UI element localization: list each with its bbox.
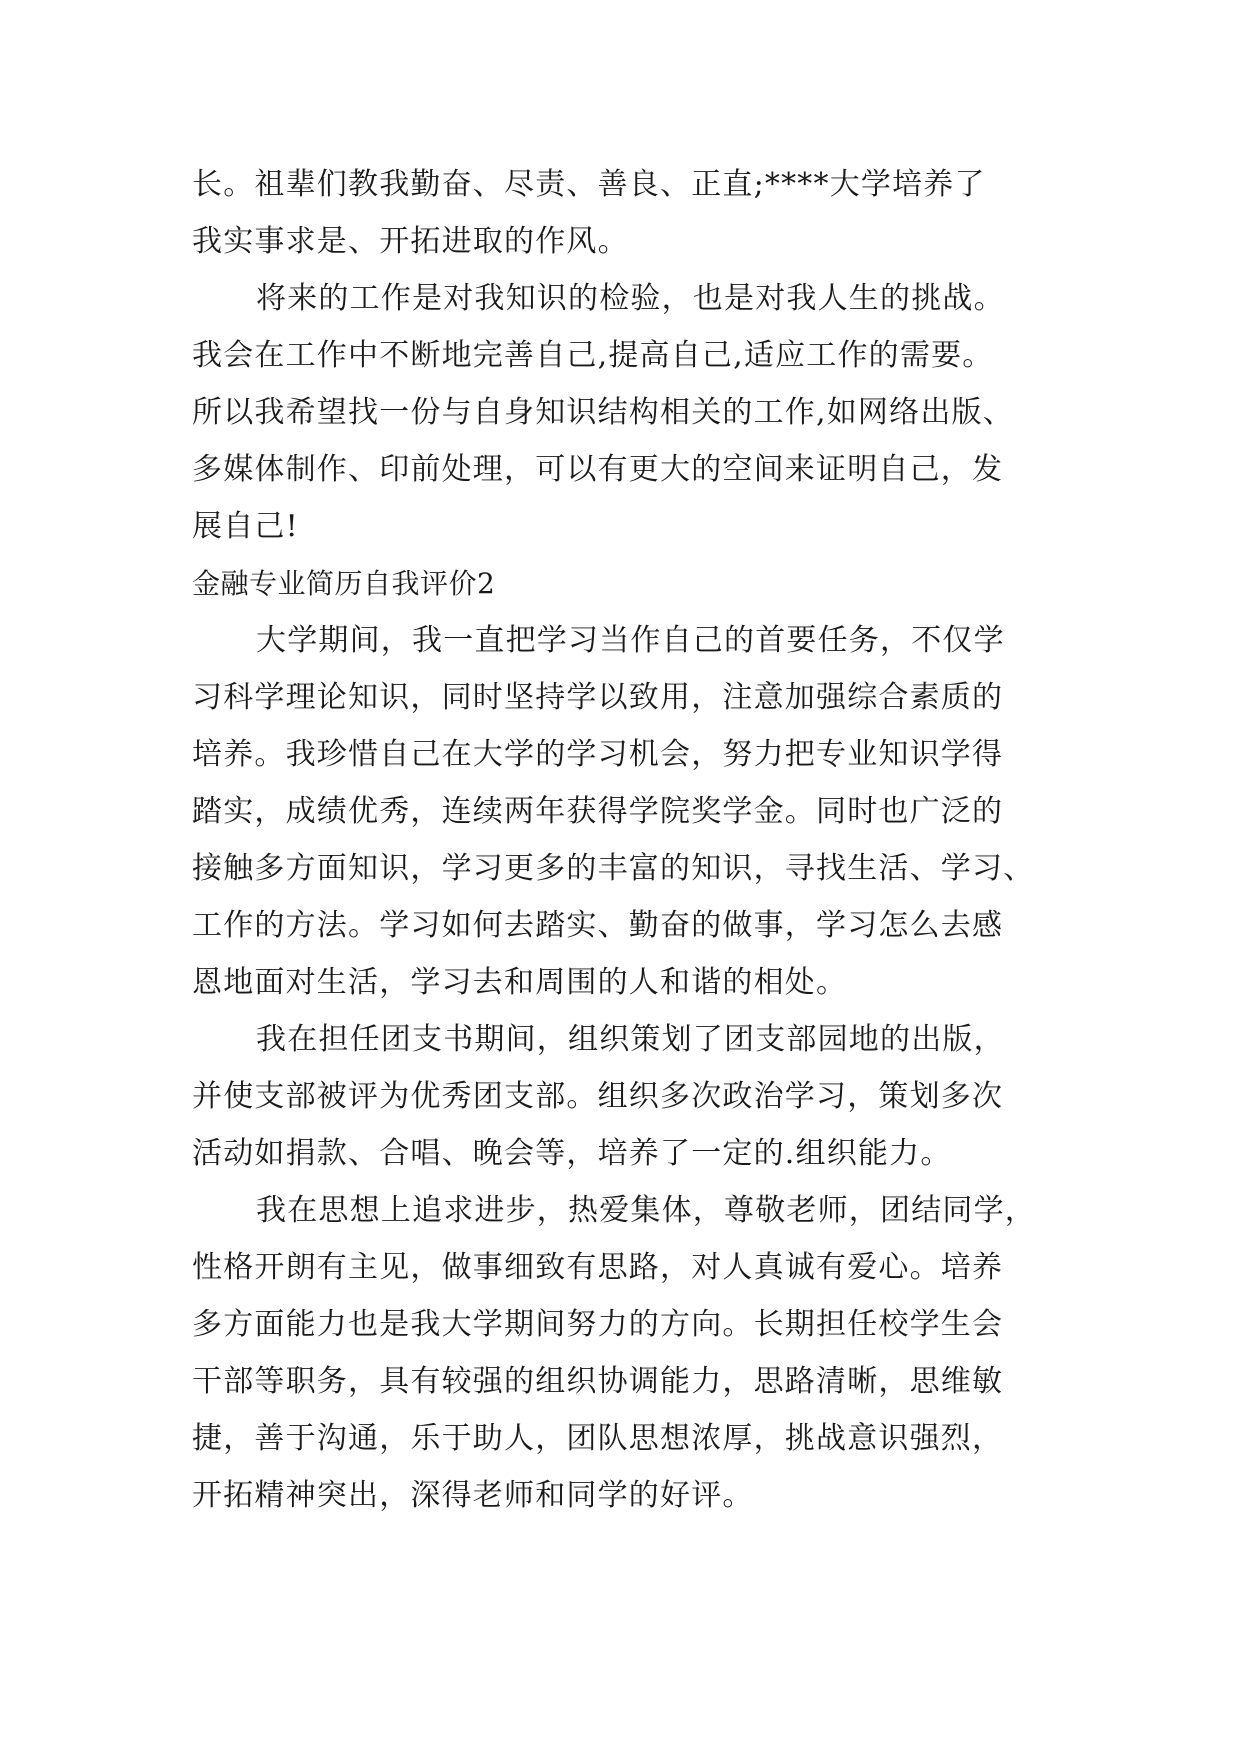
- text-line: 干部等职务，具有较强的组织协调能力，思路清晰，思维敏: [192, 1364, 1004, 1399]
- text-line: 我会在工作中不断地完善自己,提高自己,适应工作的需要。: [192, 338, 994, 373]
- text-line: 长。祖辈们教我勤奋、尽责、善良、正直;****大学培养了: [192, 167, 986, 202]
- text-line: 踏实，成绩优秀，连续两年获得学院奖学金。同时也广泛的: [192, 794, 1004, 829]
- paragraph-character: [192, 1182, 1062, 1524]
- text-line: 大学期间，我一直把学习当作自己的首要任务，不仅学: [256, 623, 1005, 658]
- text-line: 接触多方面知识，学习更多的丰富的知识，寻找生活、学习、: [192, 851, 1035, 886]
- paragraph-future-work: [192, 270, 1062, 555]
- paragraph-league-secretary: [192, 1011, 1062, 1182]
- text-line: 性格开朗有主见，做事细致有思路，对人真诚有爱心。培养: [192, 1250, 1004, 1285]
- text-line: 我在担任团支书期间，组织策划了团支部园地的出版，: [256, 1022, 1005, 1057]
- text-line: 将来的工作是对我知识的检验，也是对我人生的挑战。: [256, 281, 1005, 316]
- text-line: 开拓精神突出，深得老师和同学的好评。: [192, 1478, 754, 1513]
- text-line: 恩地面对生活，学习去和周围的人和谐的相处。: [192, 965, 848, 1000]
- text-line: 展自己!: [192, 509, 299, 544]
- text-line: 培养。我珍惜自己在大学的学习机会，努力把专业知识学得: [192, 737, 1004, 772]
- text-line: 我在思想上追求进步，热爱集体，尊敬老师，团结同学，: [256, 1193, 1036, 1228]
- text-line: 多媒体制作、印前处理，可以有更大的空间来证明自己，发: [192, 452, 1004, 487]
- section-heading: 金融专业简历自我评价2: [192, 567, 496, 600]
- text-line: 我实事求是、开拓进取的作风。: [192, 224, 629, 259]
- paragraph-university-study: [192, 612, 1062, 1011]
- text-line: 并使支部被评为优秀团支部。组织多次政治学习，策划多次: [192, 1079, 1004, 1114]
- text-line: 习科学理论知识，同时坚持学以致用，注意加强综合素质的: [192, 680, 1004, 715]
- text-line: 活动如捐款、合唱、晚会等，培养了一定的.组织能力。: [192, 1136, 952, 1171]
- text-line: 所以我希望找一份与自身知识结构相关的工作,如网络出版、: [192, 395, 1014, 430]
- text-line: 捷，善于沟通，乐于助人，团队思想浓厚，挑战意识强烈，: [192, 1421, 1004, 1456]
- paragraph-continuation: [192, 156, 1062, 270]
- text-line: 工作的方法。学习如何去踏实、勤奋的做事，学习怎么去感: [192, 908, 1004, 943]
- document-body: [192, 156, 1062, 1524]
- text-line: 多方面能力也是我大学期间努力的方向。长期担任校学生会: [192, 1307, 1004, 1342]
